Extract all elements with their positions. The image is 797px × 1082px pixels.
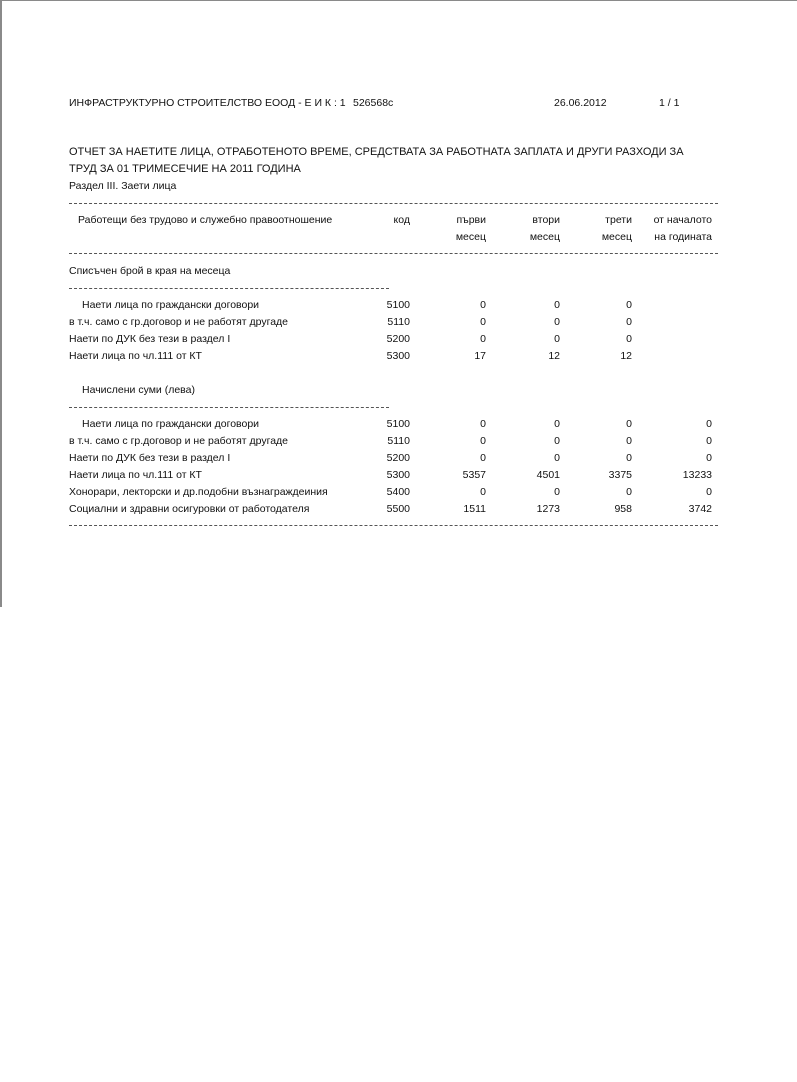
row-m2: 0: [554, 452, 560, 464]
table-row: [0, 418, 797, 432]
row-m1: 0: [480, 486, 486, 498]
row-label: Наети лица по граждански договори: [82, 418, 260, 430]
col-ytd-a: от началото: [653, 214, 712, 226]
row-label: Социални и здравни осигуровки от работодателя: [69, 503, 310, 515]
row-m2: 12: [548, 350, 560, 362]
row-ytd: 13233: [682, 469, 712, 481]
row-m3: 0: [626, 435, 632, 447]
row-code: 5100: [386, 418, 410, 430]
row-label: в т.ч. само с гр.договор и не работят другаде: [69, 316, 289, 328]
row-m2: 0: [554, 316, 560, 328]
row-m2: 4501: [536, 469, 560, 481]
row-m3: 0: [626, 299, 632, 311]
row-code: 5300: [386, 469, 410, 481]
col-m2-b: месец: [529, 231, 560, 243]
report-date: 26.06.2012: [554, 97, 607, 109]
row-ytd: 3742: [688, 503, 712, 515]
row-m3: 0: [626, 316, 632, 328]
table-row: [0, 435, 797, 449]
row-m1: 5357: [462, 469, 486, 481]
row-label: Наети лица по чл.111 от КТ: [69, 469, 202, 481]
row-m2: 0: [554, 418, 560, 430]
row-ytd: 0: [706, 452, 712, 464]
company-name: ИНФРАСТРУКТУРНО СТРОИТЕЛСТВО ЕООД - Е И К : 1: [69, 97, 346, 109]
row-m1: 1511: [463, 503, 486, 515]
col-m1-b: месец: [455, 231, 486, 243]
table-row: [0, 452, 797, 466]
row-code: 5110: [387, 435, 410, 447]
page-border-top: [0, 0, 797, 1]
section2-title: Начислени суми (лева): [82, 384, 195, 396]
col-m3-b: месец: [601, 231, 632, 243]
row-label: Наети по ДУК без тези в раздел I: [69, 333, 231, 345]
row-label: Наети по ДУК без тези в раздел I: [69, 452, 231, 464]
row-m2: 0: [554, 299, 560, 311]
row-m2: 0: [554, 486, 560, 498]
report-title-line1: ОТЧЕТ ЗА НАЕТИТЕ ЛИЦА, ОТРАБОТЕНОТО ВРЕМЕ, СРЕДСТВАТА ЗА РАБОТНАТА ЗАПЛАТА И ДРУГИ РАЗХОДИ ЗА: [69, 146, 684, 158]
row-ytd: 0: [706, 435, 712, 447]
row-m3: 0: [626, 486, 632, 498]
report-title-line2: ТРУД ЗА 01 ТРИМЕСЕЧИЕ НА 2011 ГОДИНА: [69, 163, 301, 175]
company-eik-rest: 526568с: [353, 97, 394, 109]
col-ytd-b: на годината: [654, 231, 712, 243]
col-m2-a: втори: [532, 214, 560, 226]
row-code: 5110: [387, 316, 410, 328]
row-m3: 12: [620, 350, 632, 362]
col-m1-a: първи: [456, 214, 486, 226]
col-label: Работещи без трудово и служебно правоотношение: [78, 214, 333, 226]
table-row: [0, 316, 797, 330]
table-row: [0, 469, 797, 483]
row-m1: 0: [480, 333, 486, 345]
header-rule-top: [69, 203, 718, 204]
col-m3-a: трети: [605, 214, 632, 226]
row-m3: 3375: [608, 469, 632, 481]
row-code: 5500: [386, 503, 410, 515]
table-row: [0, 333, 797, 347]
section2-rule: [69, 407, 389, 408]
row-m1: 0: [480, 435, 486, 447]
row-m2: 0: [554, 333, 560, 345]
row-m3: 958: [614, 503, 632, 515]
row-m1: 17: [474, 350, 486, 362]
table-row: [0, 486, 797, 500]
table-row: [0, 503, 797, 517]
row-code: 5100: [386, 299, 410, 311]
table-rule-bottom: [69, 525, 718, 526]
row-code: 5300: [386, 350, 410, 362]
row-code: 5400: [386, 486, 410, 498]
section1-title: Списъчен брой в края на месеца: [69, 265, 231, 277]
row-m3: 0: [626, 452, 632, 464]
row-label: в т.ч. само с гр.договор и не работят другаде: [69, 435, 289, 447]
row-ytd: 0: [706, 418, 712, 430]
row-ytd: 0: [706, 486, 712, 498]
row-m3: 0: [626, 333, 632, 345]
header-rule-bottom: [69, 253, 718, 254]
row-label: Наети лица по чл.111 от КТ: [69, 350, 202, 362]
row-code: 5200: [386, 452, 410, 464]
row-m3: 0: [626, 418, 632, 430]
row-m2: 1273: [536, 503, 560, 515]
row-code: 5200: [386, 333, 410, 345]
page-number: 1 / 1: [659, 97, 680, 109]
row-m1: 0: [480, 299, 486, 311]
col-code: код: [393, 214, 410, 226]
section1-rule: [69, 288, 389, 289]
row-m2: 0: [554, 435, 560, 447]
row-m1: 0: [480, 418, 486, 430]
section-title: Раздел III. Заети лица: [69, 180, 177, 192]
table-row: [0, 350, 797, 364]
table-row: [0, 299, 797, 313]
row-m1: 0: [480, 316, 486, 328]
row-m1: 0: [480, 452, 486, 464]
row-label: Хонорари, лекторски и др.подобни възнаграждеиния: [69, 486, 328, 498]
row-label: Наети лица по граждански договори: [82, 299, 260, 311]
